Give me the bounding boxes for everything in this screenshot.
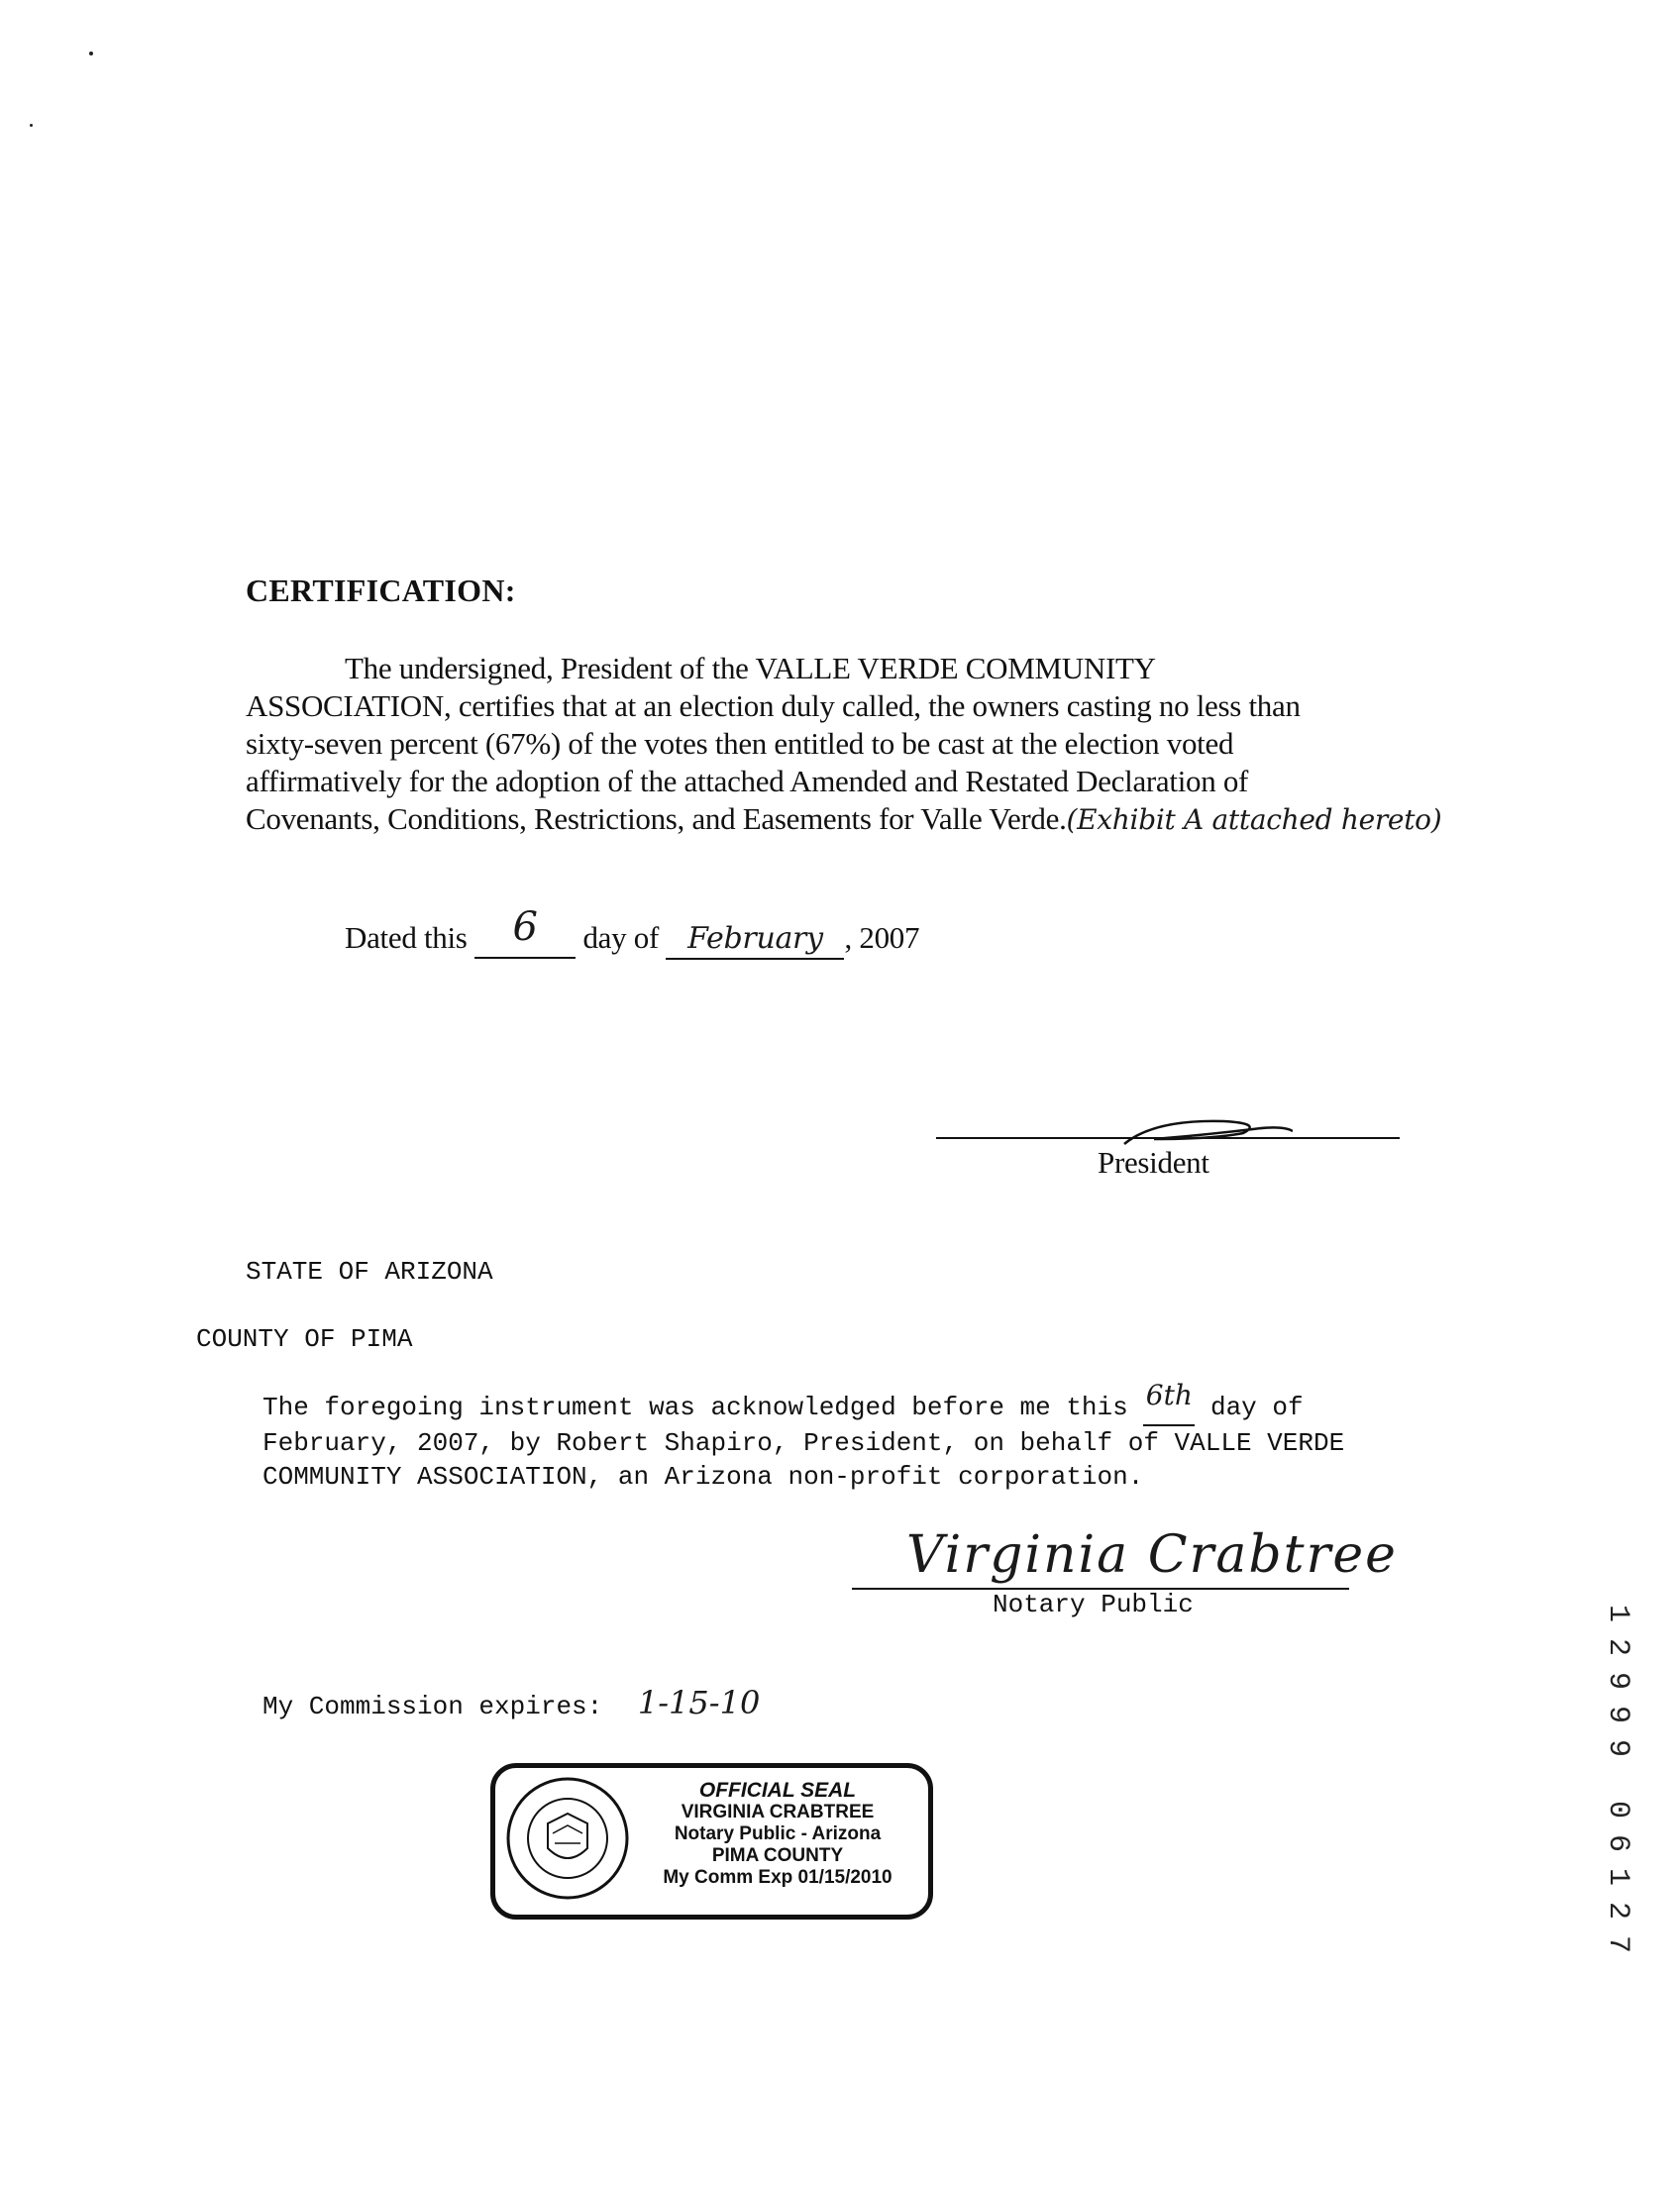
seal-line: VIRGINIA CRABTREE (681, 1802, 875, 1822)
county-line: COUNTY OF PIMA (196, 1324, 413, 1354)
notary-public-label: Notary Public (993, 1590, 1194, 1619)
ack-text-a: The foregoing instrument was acknowledged before me this (262, 1393, 1128, 1422)
certification-paragraph (246, 650, 1442, 839)
paragraph-line: The undersigned, President of the VALLE VERDE COMMUNITY (345, 651, 1156, 685)
paragraph-line-text: Covenants, Conditions, Restrictions, and Easements for Valle Verde. (246, 801, 1067, 836)
paragraph-line: affirmatively for the adoption of the attached Amended and Restated Declaration of (246, 764, 1249, 798)
seal-line: My Comm Exp 01/15/2010 (663, 1867, 892, 1888)
state-seal-emblem (503, 1774, 632, 1903)
recording-digit: 9 (1601, 1671, 1634, 1690)
seal-text-block (634, 1780, 921, 1889)
handwritten-exhibit-note: (Exhibit A attached hereto) (1066, 803, 1442, 836)
handwritten-commission-date: 1-15-10 (637, 1684, 761, 1721)
notary-signature: Virginia Crabtree (906, 1525, 1398, 1585)
acknowledgment-line: COMMUNITY ASSOCIATION, an Arizona non-profit corporation. (262, 1462, 1144, 1492)
seal-line: PIMA COUNTY (711, 1845, 844, 1866)
commission-label: My Commission expires: (262, 1692, 603, 1721)
dated-year: , 2007 (844, 920, 920, 955)
paragraph-line (246, 800, 1442, 839)
ack-day-blank (1143, 1379, 1195, 1426)
acknowledgment-paragraph (262, 1379, 1345, 1494)
official-seal-stamp (490, 1763, 933, 1920)
dated-line (345, 904, 920, 960)
scan-speck (30, 124, 33, 127)
acknowledgment-line: February, 2007, by Robert Shapiro, President, on behalf of VALLE VERDE (262, 1428, 1345, 1458)
recording-digit: 0 (1601, 1800, 1634, 1819)
recording-digit: 7 (1601, 1934, 1634, 1953)
recording-digit: 9 (1601, 1738, 1634, 1757)
recording-number (1603, 1597, 1632, 1961)
scan-speck (89, 52, 93, 55)
recording-digit: 2 (1601, 1637, 1634, 1656)
state-line: STATE OF ARIZONA (246, 1257, 493, 1287)
president-label: President (1098, 1145, 1209, 1180)
ack-text-b: day of (1209, 1393, 1304, 1422)
recording-digit: 9 (1601, 1705, 1634, 1723)
recording-digit: 2 (1601, 1901, 1634, 1920)
commission-line (262, 1686, 760, 1723)
dated-middle: day of (582, 920, 660, 955)
handwritten-ack-day: 6th (1145, 1379, 1193, 1411)
certification-heading: CERTIFICATION: (246, 572, 516, 608)
seal-line: OFFICIAL SEAL (698, 1779, 857, 1802)
paragraph-line: ASSOCIATION, certifies that at an election duly called, the owners casting no less than (246, 688, 1301, 723)
dated-prefix: Dated this (345, 920, 468, 955)
recording-digit: 6 (1601, 1833, 1634, 1852)
month-blank (666, 919, 844, 960)
handwritten-day: 6 (512, 904, 538, 950)
paragraph-line: sixty-seven percent (67%) of the votes then entitled to be cast at the election voted (246, 726, 1234, 761)
recording-digit: 1 (1601, 1867, 1634, 1886)
day-blank (474, 904, 576, 959)
recording-digit: 1 (1601, 1604, 1634, 1622)
handwritten-month: February (687, 921, 823, 956)
seal-line: Notary Public - Arizona (674, 1823, 882, 1844)
acknowledgment-line (262, 1379, 1344, 1426)
